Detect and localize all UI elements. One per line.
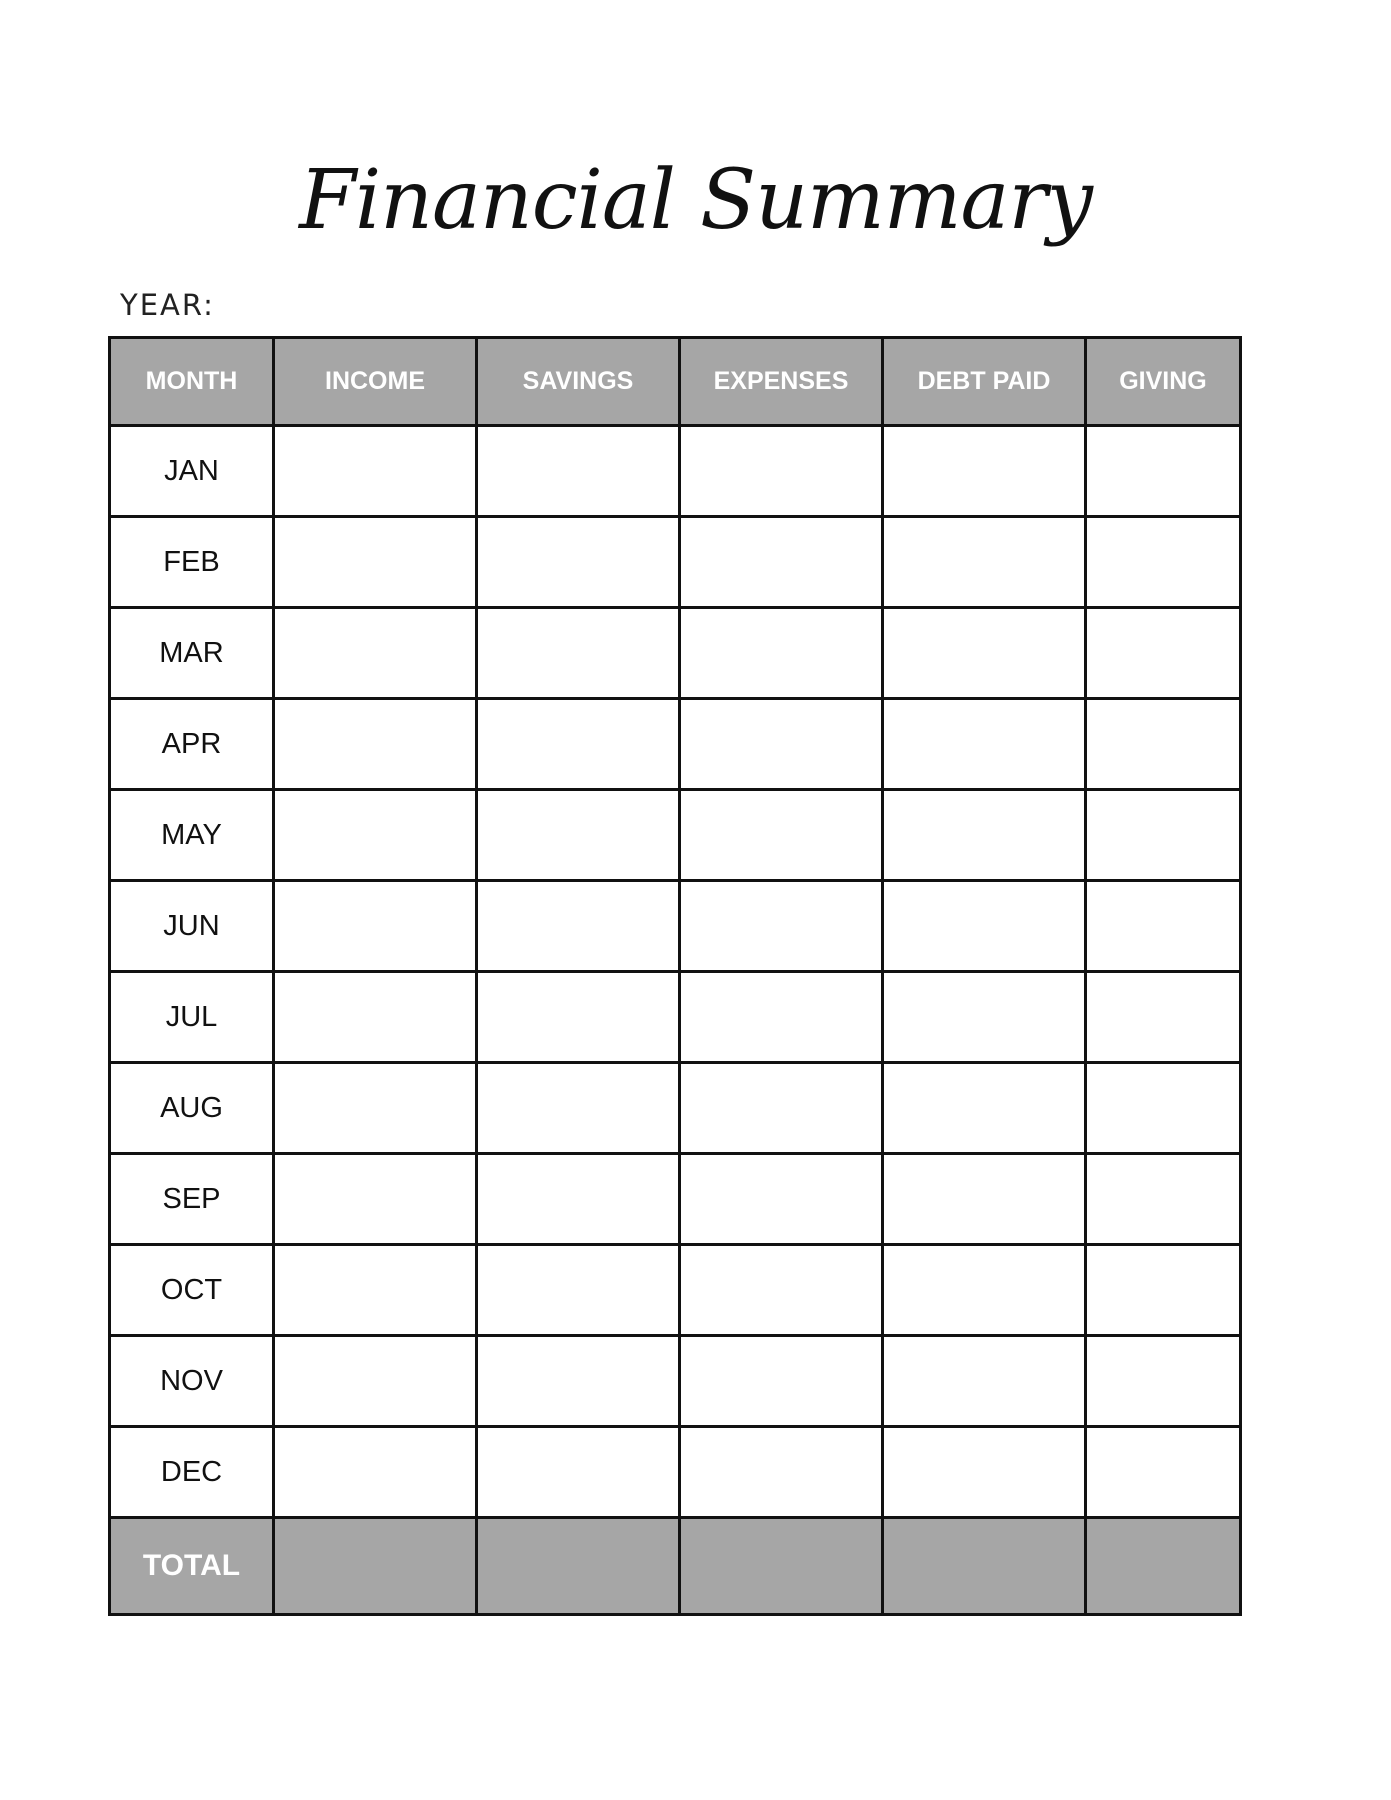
giving-cell[interactable] bbox=[1086, 1063, 1241, 1154]
month-label: SEP bbox=[110, 1154, 274, 1245]
expenses-cell[interactable] bbox=[680, 881, 883, 972]
total-row bbox=[110, 1518, 1241, 1615]
table-row bbox=[110, 1063, 1241, 1154]
table-row bbox=[110, 1245, 1241, 1336]
table-row bbox=[110, 426, 1241, 517]
income-cell[interactable] bbox=[274, 972, 477, 1063]
savings-cell[interactable] bbox=[477, 790, 680, 881]
total-debt-paid-cell[interactable] bbox=[883, 1518, 1086, 1615]
income-cell[interactable] bbox=[274, 608, 477, 699]
month-label: JUL bbox=[110, 972, 274, 1063]
debt-paid-cell[interactable] bbox=[883, 972, 1086, 1063]
giving-cell[interactable] bbox=[1086, 790, 1241, 881]
month-label: MAY bbox=[110, 790, 274, 881]
savings-cell[interactable] bbox=[477, 426, 680, 517]
table-row bbox=[110, 972, 1241, 1063]
income-cell[interactable] bbox=[274, 517, 477, 608]
table-row bbox=[110, 517, 1241, 608]
savings-cell[interactable] bbox=[477, 972, 680, 1063]
debt-paid-cell[interactable] bbox=[883, 1245, 1086, 1336]
debt-paid-cell[interactable] bbox=[883, 790, 1086, 881]
column-header-month: MONTH bbox=[110, 338, 274, 426]
income-cell[interactable] bbox=[274, 1336, 477, 1427]
giving-cell[interactable] bbox=[1086, 881, 1241, 972]
expenses-cell[interactable] bbox=[680, 699, 883, 790]
savings-cell[interactable] bbox=[477, 1154, 680, 1245]
month-label: DEC bbox=[110, 1427, 274, 1518]
column-header-giving: GIVING bbox=[1086, 338, 1241, 426]
savings-cell[interactable] bbox=[477, 1336, 680, 1427]
income-cell[interactable] bbox=[274, 1154, 477, 1245]
table-row bbox=[110, 790, 1241, 881]
table-row bbox=[110, 1427, 1241, 1518]
giving-cell[interactable] bbox=[1086, 608, 1241, 699]
debt-paid-cell[interactable] bbox=[883, 881, 1086, 972]
debt-paid-cell[interactable] bbox=[883, 517, 1086, 608]
giving-cell[interactable] bbox=[1086, 1245, 1241, 1336]
expenses-cell[interactable] bbox=[680, 1336, 883, 1427]
income-cell[interactable] bbox=[274, 790, 477, 881]
savings-cell[interactable] bbox=[477, 699, 680, 790]
month-label: OCT bbox=[110, 1245, 274, 1336]
savings-cell[interactable] bbox=[477, 1245, 680, 1336]
table-header-row bbox=[110, 338, 1241, 426]
giving-cell[interactable] bbox=[1086, 699, 1241, 790]
savings-cell[interactable] bbox=[477, 517, 680, 608]
month-label: MAR bbox=[110, 608, 274, 699]
financial-summary-table bbox=[108, 336, 1242, 1616]
giving-cell[interactable] bbox=[1086, 1427, 1241, 1518]
column-header-expenses: EXPENSES bbox=[680, 338, 883, 426]
expenses-cell[interactable] bbox=[680, 1245, 883, 1336]
year-label: YEAR: bbox=[120, 288, 215, 322]
giving-cell[interactable] bbox=[1086, 972, 1241, 1063]
income-cell[interactable] bbox=[274, 881, 477, 972]
debt-paid-cell[interactable] bbox=[883, 1154, 1086, 1245]
expenses-cell[interactable] bbox=[680, 517, 883, 608]
giving-cell[interactable] bbox=[1086, 1154, 1241, 1245]
giving-cell[interactable] bbox=[1086, 517, 1241, 608]
table-row bbox=[110, 1336, 1241, 1427]
total-label: TOTAL bbox=[110, 1518, 274, 1615]
savings-cell[interactable] bbox=[477, 1063, 680, 1154]
column-header-income: INCOME bbox=[274, 338, 477, 426]
debt-paid-cell[interactable] bbox=[883, 1336, 1086, 1427]
month-label: FEB bbox=[110, 517, 274, 608]
income-cell[interactable] bbox=[274, 1063, 477, 1154]
month-label: AUG bbox=[110, 1063, 274, 1154]
income-cell[interactable] bbox=[274, 1245, 477, 1336]
debt-paid-cell[interactable] bbox=[883, 699, 1086, 790]
expenses-cell[interactable] bbox=[680, 972, 883, 1063]
column-header-savings: SAVINGS bbox=[477, 338, 680, 426]
month-label: APR bbox=[110, 699, 274, 790]
month-label: JUN bbox=[110, 881, 274, 972]
income-cell[interactable] bbox=[274, 1427, 477, 1518]
debt-paid-cell[interactable] bbox=[883, 1063, 1086, 1154]
expenses-cell[interactable] bbox=[680, 608, 883, 699]
table-row bbox=[110, 1154, 1241, 1245]
total-savings-cell[interactable] bbox=[477, 1518, 680, 1615]
month-label: NOV bbox=[110, 1336, 274, 1427]
income-cell[interactable] bbox=[274, 699, 477, 790]
savings-cell[interactable] bbox=[477, 608, 680, 699]
column-header-debt-paid: DEBT PAID bbox=[883, 338, 1086, 426]
income-cell[interactable] bbox=[274, 426, 477, 517]
debt-paid-cell[interactable] bbox=[883, 1427, 1086, 1518]
savings-cell[interactable] bbox=[477, 1427, 680, 1518]
giving-cell[interactable] bbox=[1086, 426, 1241, 517]
total-expenses-cell[interactable] bbox=[680, 1518, 883, 1615]
total-giving-cell[interactable] bbox=[1086, 1518, 1241, 1615]
expenses-cell[interactable] bbox=[680, 426, 883, 517]
table-row bbox=[110, 608, 1241, 699]
debt-paid-cell[interactable] bbox=[883, 608, 1086, 699]
table-row bbox=[110, 699, 1241, 790]
page-title: Financial Summary bbox=[299, 153, 1092, 248]
giving-cell[interactable] bbox=[1086, 1336, 1241, 1427]
debt-paid-cell[interactable] bbox=[883, 426, 1086, 517]
total-income-cell[interactable] bbox=[274, 1518, 477, 1615]
savings-cell[interactable] bbox=[477, 881, 680, 972]
month-label: JAN bbox=[110, 426, 274, 517]
table-row bbox=[110, 881, 1241, 972]
expenses-cell[interactable] bbox=[680, 1063, 883, 1154]
expenses-cell[interactable] bbox=[680, 790, 883, 881]
expenses-cell[interactable] bbox=[680, 1154, 883, 1245]
expenses-cell[interactable] bbox=[680, 1427, 883, 1518]
